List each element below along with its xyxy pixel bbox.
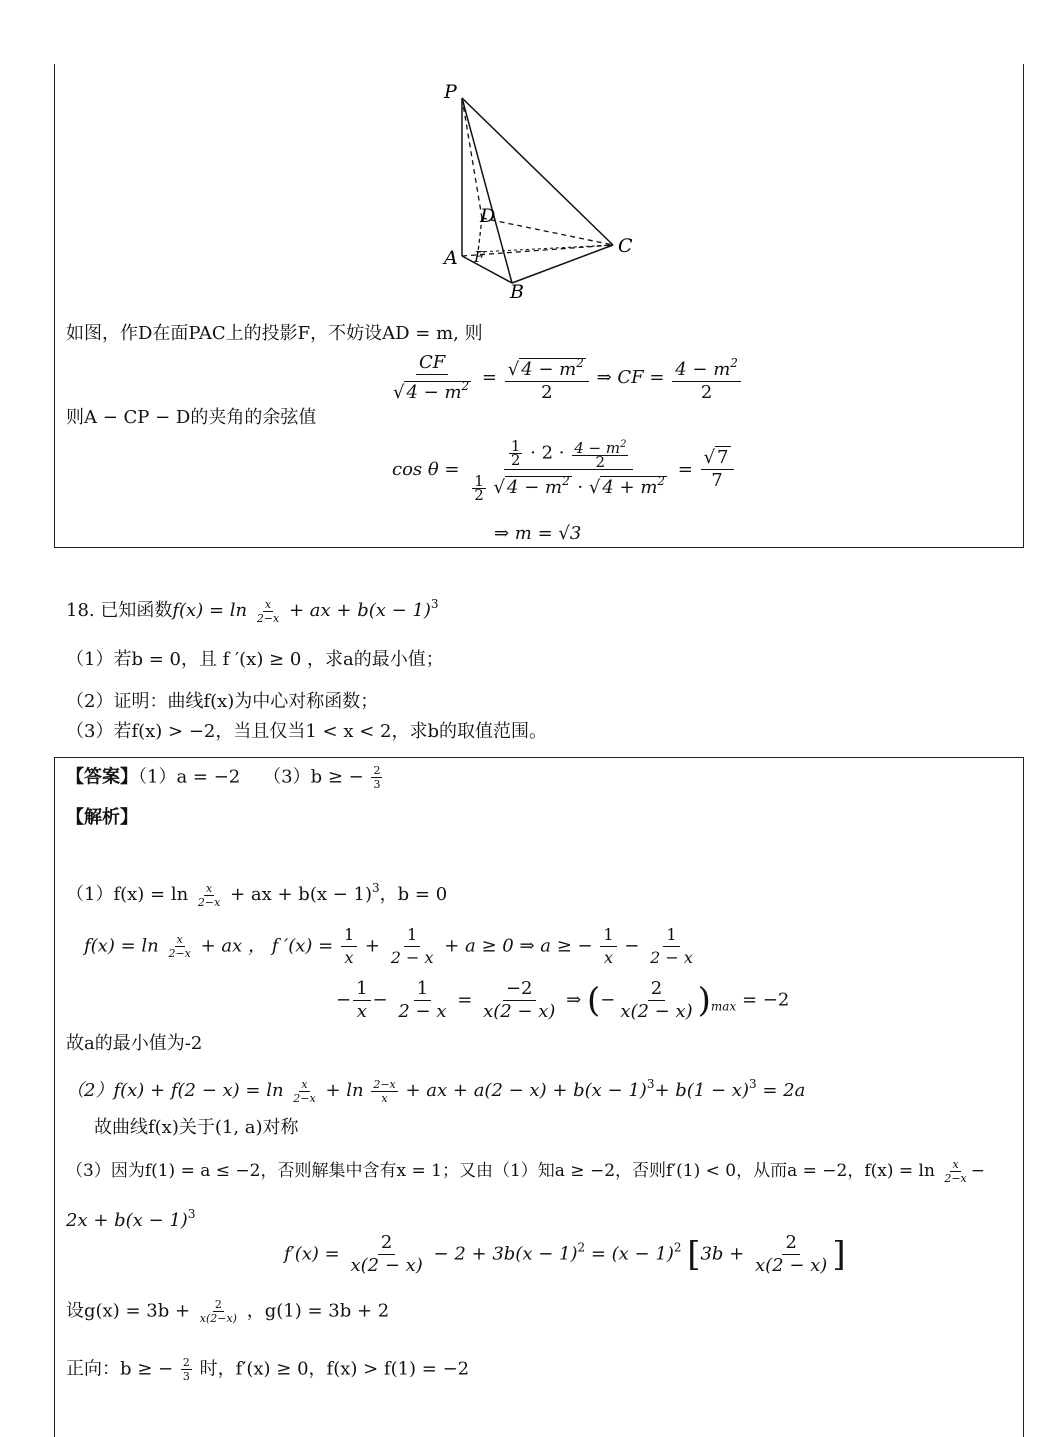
s3-positive: 正向：b ≥ − $\frac{2}{3}$ 时，f′(x) ≥ 0，f(x) > f(1) = −2 <box>66 1356 470 1383</box>
eq-cos: cos θ = $\frac{1}{2}$ · 2 · $\frac{4 - m^2}{2}$ $\frac{1}{2}$ √ $4 - m^2$ · √ $4 + m^2$ = $\frac{√ 7}{7}$ <box>392 438 736 502</box>
label-B: B <box>510 281 524 302</box>
eq-cf: $\frac{CF}{√ 4 - m^2}$ = $\frac{√ 4 - m^2}{2}$ ⇒ CF = $\frac{4 - m^2}{2}$ <box>388 352 743 404</box>
problem18-q3: （3）若f(x) > −2，当且仅当1 < x < 2，求b的取值范围。 <box>66 721 547 742</box>
problem18-q1: （1）若b = 0，且 f ′(x) ≥ 0 ，求a的最小值； <box>66 649 444 670</box>
s1-line3: − $\frac{1}{x}$ − $\frac{1}{2 - x}$ = $\frac{-2}{x(2 - x)}$ ⇒ (− $\frac{2}{x(2 - x)}$ )$_{max} = -2$ <box>336 978 790 1022</box>
label-P: P <box>444 81 457 103</box>
s3-line1: （3）因为f(1) = a ≤ −2，否则解集中含有x = 1；又由（1）知a ≥ −2，否则f′(1) < 0，从而a = −2，f(x) = ln $\frac{x}{2-x}$ − <box>66 1158 986 1185</box>
analysis-label: 【解析】 <box>66 807 138 828</box>
s1-line1: （1）f(x) = ln $\frac{x}{2-x}$ + ax + $b(x - 1)^3$，b = 0 <box>66 881 448 909</box>
solution17-angle-text: 则A − CP − D的夹角的余弦值 <box>66 407 317 428</box>
s2-conclusion: 故曲线f(x)关于(1, a)对称 <box>94 1117 299 1138</box>
answer-line: 【答案】（1）a = −2 （3）b ≥ − $\frac{2}{3}$ <box>66 764 381 791</box>
final-result: ⇒ m = √3 <box>494 523 582 544</box>
s1-line2: f(x) = ln $\frac{x}{2-x}$ + ax ， f ′(x) = $\frac{1}{x}$ + $\frac{1}{2 - x}$ + a ≥ 0 ⇒ a ≥ − $\frac{1}{x}$ − $\frac{1}{2 - x}$ <box>84 925 693 967</box>
s2-line: （2）f(x) + f(2 − x) = ln $\frac{x}{2-x}$ + ln $\frac{2-x}{x}$ + ax + $a(2 - x) + b(x - 1)^3+ b(1 - x)^3 = 2a$ <box>66 1077 806 1105</box>
label-F: F <box>474 248 485 266</box>
s3-line2: $2x + b(x - 1)^3$ <box>66 1207 196 1231</box>
label-A: A <box>444 247 458 269</box>
s1-conclusion: 故a的最小值为-2 <box>66 1033 203 1054</box>
pyramid-figure <box>430 76 650 302</box>
problem18-q2: （2）证明：曲线f(x)为中心对称函数； <box>66 691 379 712</box>
s3-g-def: 设g(x) = 3b + $\frac{2}{x(2-x)}$ ，g(1) = 3b + 2 <box>66 1298 390 1325</box>
problem18-stem: 18. 已知函数f(x) = ln $\frac{x}{2-x}$ + ax + $b(x - 1)^3$ <box>66 597 439 625</box>
s3-fprime: f′(x) = $\frac{2}{x(2 - x)}$ − $2 + 3b(x - 1)^2 = (x - 1)^2$ [3b + $\frac{2}{x(2 - x)}$ ] <box>284 1232 846 1276</box>
label-C: C <box>618 235 633 257</box>
label-D: D <box>480 205 496 227</box>
solution17-intro: 如图，作D在面PAC上的投影F，不妨设AD = m, 则 <box>66 323 483 344</box>
